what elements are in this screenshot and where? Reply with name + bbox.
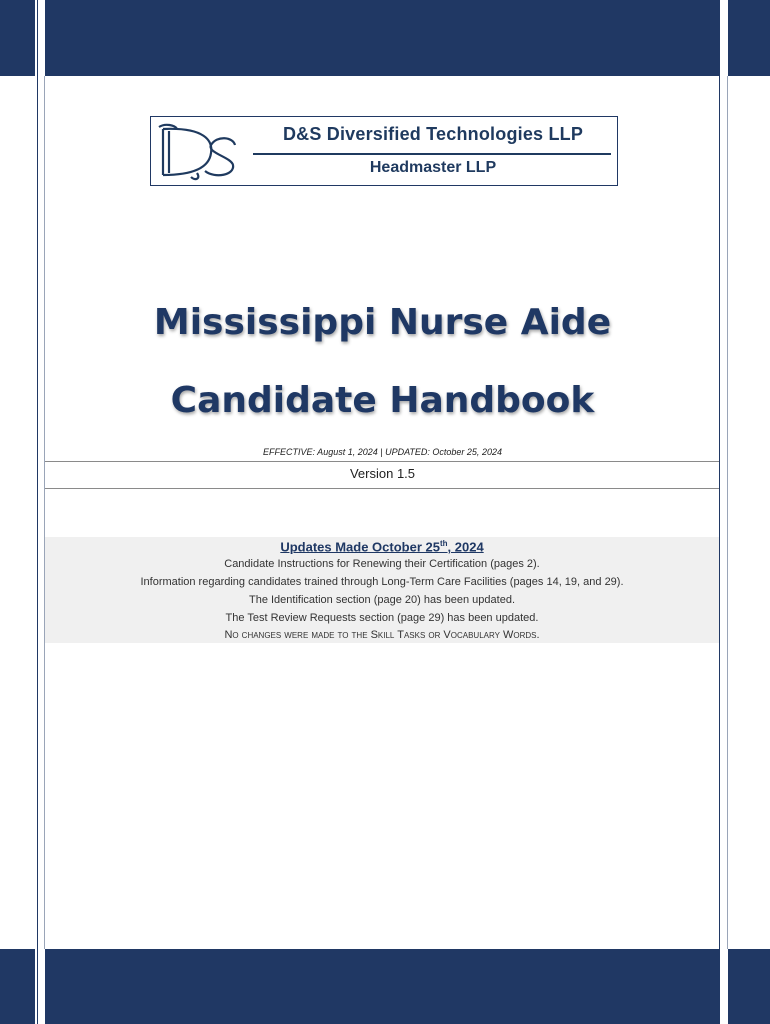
updates-panel <box>45 537 719 643</box>
top-band-left <box>0 0 35 76</box>
effective-date: EFFECTIVE: August 1, 2024 | UPDATED: October 25, 2024 <box>263 447 502 457</box>
divider-bottom <box>45 488 719 489</box>
logo-divider <box>253 153 611 155</box>
title-line-2: Candidate Handbook <box>170 380 595 421</box>
update-item: No changes were made to the Skill Tasks or Vocabulary Words. <box>224 629 540 641</box>
left-inner-line <box>44 76 45 949</box>
right-border-line <box>719 0 720 1024</box>
logo-company-name: D&S Diversified Technologies LLP <box>282 124 584 144</box>
bottom-band-center <box>45 949 719 1024</box>
logo-subtitle: Headmaster LLP <box>369 159 497 176</box>
update-item: The Identification section (page 20) has been updated. <box>248 594 516 606</box>
right-inner-line <box>727 76 728 949</box>
divider-top <box>45 461 719 462</box>
version-label: Version 1.5 <box>349 466 416 481</box>
top-band-center <box>45 0 719 76</box>
left-border-line <box>37 0 38 1024</box>
update-item: Candidate Instructions for Renewing their Certification (pages 2). <box>224 558 540 570</box>
update-item: The Test Review Requests section (page 29) has been updated. <box>225 612 539 624</box>
title-line-1: Mississippi Nurse Aide <box>153 302 612 343</box>
updates-heading: Updates Made October 25th, 2024 <box>280 539 484 555</box>
update-item: Information regarding candidates trained through Long-Term Care Facilities (pages 14, 19, and 29). <box>140 576 624 588</box>
top-band-right <box>728 0 770 76</box>
company-logo <box>150 116 618 186</box>
bottom-band-right <box>728 949 770 1024</box>
ds-monogram-icon <box>155 119 245 183</box>
bottom-band-left <box>0 949 35 1024</box>
